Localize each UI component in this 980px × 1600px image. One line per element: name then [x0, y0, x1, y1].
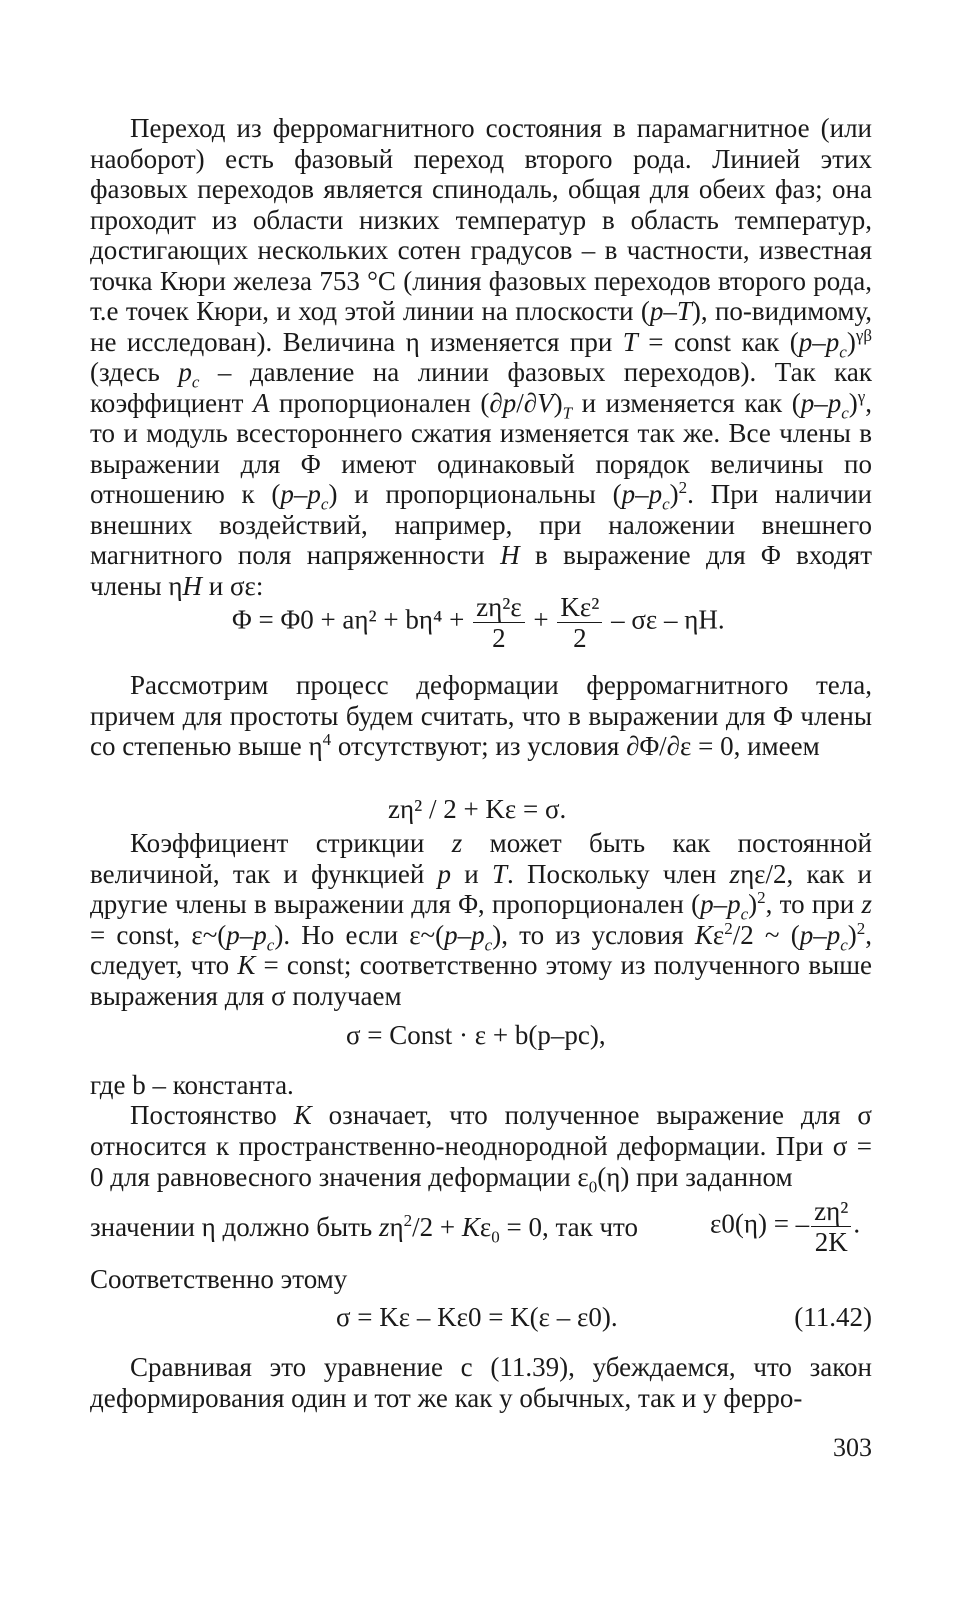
paragraph-striction: Коэффициент стрикции z может быть как постоянной величиной, так и функцией p и T. Поскольку член zηε/2, как и другие члены в выражении для Φ, пропорционален $(p-p_c)^2$, то при z = const, $\varepsilon\sim(p-p_c)$. Но если $\varepsilon\sim(p-p_c)$, то из условия $K\varepsilon^2/2$ ~ $(p-p_c)^2$, следует, что K = const; соответственно этому из полученного выше выражения для σ получаем — [90, 828, 873, 1011]
equation-free-energy — [232, 592, 725, 653]
paragraph-accordingly: Соответственно этому — [90, 1264, 348, 1294]
paragraph-comparison: Сравнивая это уравнение с (11.39), убеждаемся, что закон деформирования один и тот же как у обычных, так и у ферро- — [90, 1352, 872, 1413]
paragraph-nonuniform: Постоянство K означает, что полученное выражение для σ относится к пространственно-неоднородной деформации. При σ = 0 для равновесного значения деформации $\varepsilon_0(\eta)$ при заданном — [90, 1100, 872, 1197]
paragraph-phase-transition: Переход из ферромагнитного состояния в парамагнитное (или наоборот) есть фазовый переход второго рода. Линией этих фазовых переходов является спинодаль, общая для обеих фаз; она проходит из области низких температур в область температур, достигающих нескольких сотен градусов – в частности, известная точка Кюри железа 753 °С (линия фазовых переходов второго рода, т.е точек Кюри, и ход этой линии на плоскости (p–T), по-видимому, не исследован). Величина η изменяется при T = const как $(p-p_c)^{\gamma\beta}$ (здесь $p_c$ – давление на линии фазовых переходов). Так как коэффициент A пропорционален $(\partial p/\partial V)_T$ и изменяется как $(p-p_c)^\gamma$, то и модуль всестороннего сжатия изменяется так же. Все члены в выражении для Φ имеют одинаковый порядок величины по отношению к $(p-p_c)$ и пропорциональны $(p-p_c)^2$. При наличии внешних воздействий, например, при наложении внешнего магнитного поля напряженности H в выражение для Φ входят члены ηH и σε: — [90, 113, 872, 601]
eq1-plus: + — [533, 604, 549, 635]
eq1-frac1-denominator: 2 — [492, 623, 506, 653]
eq4-end: . — [853, 1208, 861, 1239]
eq4-fraction — [811, 1196, 851, 1257]
eq4-numerator: zη² — [811, 1196, 851, 1227]
paragraph-constant-note: где b – константа. — [90, 1070, 294, 1100]
eq1-rhs: – σε – ηH. — [611, 604, 725, 635]
eq4-lhs: ε0(η) = – — [710, 1208, 810, 1239]
equation-stress-balance: zη² / 2 + Kε = σ. — [388, 794, 567, 824]
equation-line-equilibrium: значении η должно быть $z\eta^2/2 + K\varepsilon_0 = 0$, так что — [90, 1211, 638, 1247]
eq4-denominator: 2K — [814, 1227, 848, 1257]
eq1-frac2-numerator: Kε² — [557, 592, 602, 623]
equation-number: (11.42) — [794, 1302, 872, 1332]
eq1-frac1-numerator: zη²ε — [473, 592, 525, 623]
equation-11-42: σ = Kε – Kε0 = K(ε – ε0). — [336, 1302, 618, 1332]
equation-stress-const: σ = Const · ε + b(p–pc), — [346, 1020, 606, 1050]
equation-equilibrium-strain — [710, 1196, 860, 1257]
eq1-frac2-denominator: 2 — [573, 623, 587, 653]
eq1-lhs: Φ = Φ0 + aη² + bη⁴ + — [232, 604, 465, 635]
eq1-fraction-1 — [473, 592, 525, 653]
paragraph-deformation: Рассмотрим процесс деформации ферромагнитного тела, причем для простоты будем считать, что в выражении для Φ члены со степенью выше $\eta^4$ отсутствуют; из условия ∂Φ/∂ε = 0, имеем — [90, 670, 872, 761]
page-number: 303 — [833, 1433, 872, 1462]
eq1-fraction-2 — [557, 592, 602, 653]
